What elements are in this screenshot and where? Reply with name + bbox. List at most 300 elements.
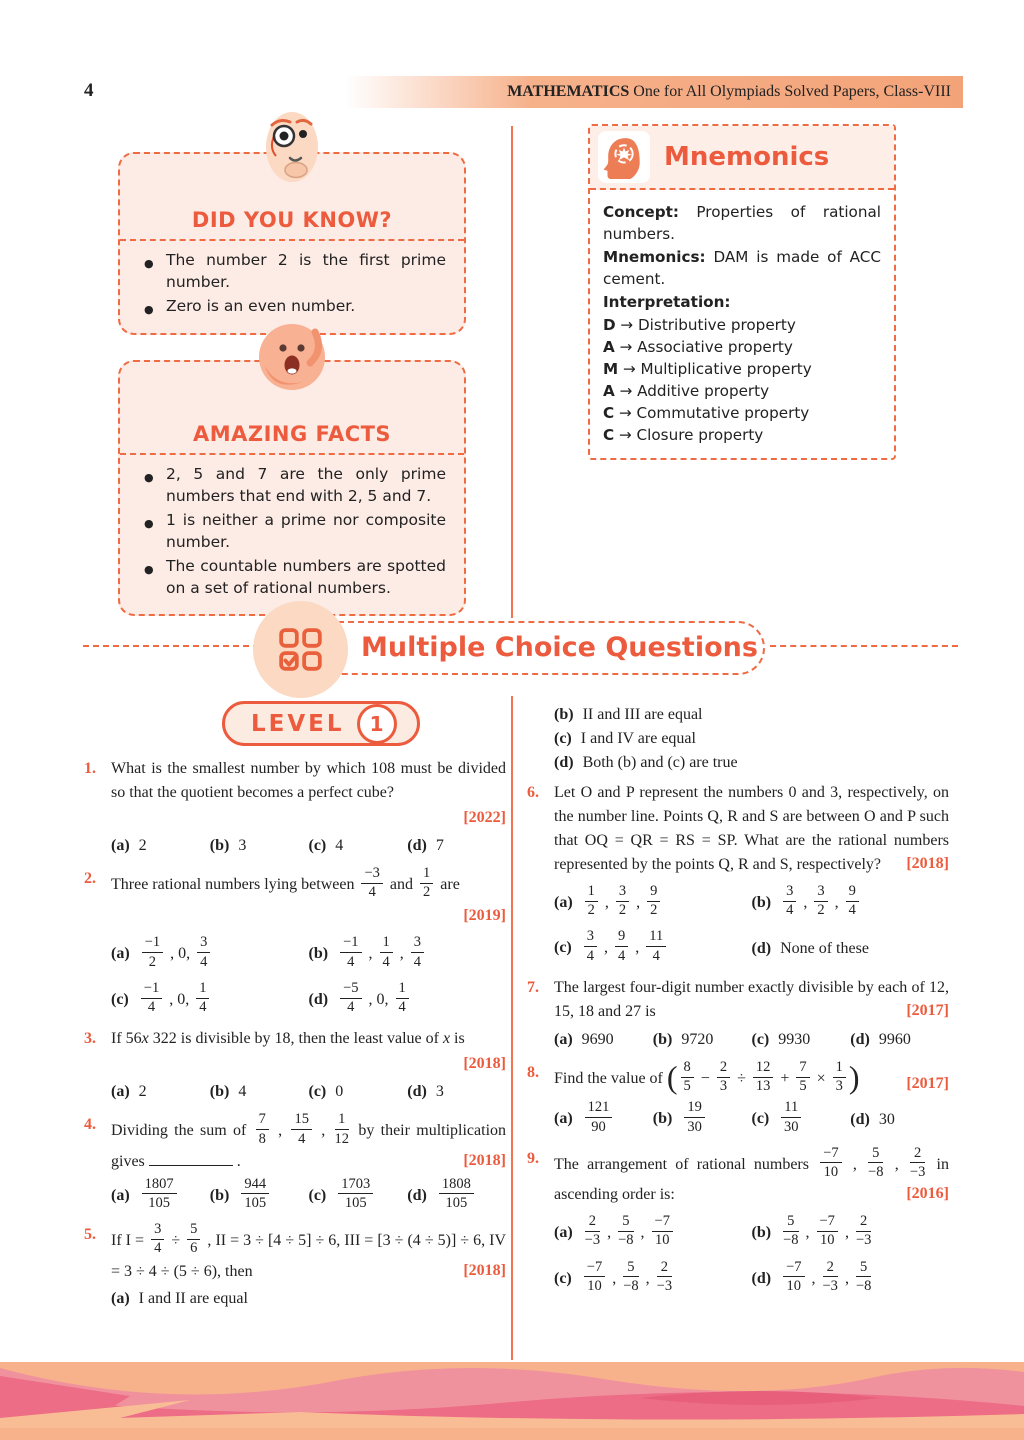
question-4-options xyxy=(111,1175,506,1214)
option-label: (b) xyxy=(554,706,574,723)
year-tag: [2022] xyxy=(463,809,506,826)
numerator: 3 xyxy=(783,884,796,902)
fact-item: ● 2, 5 and 7 are the only prime numbers that end with 2, 5 and 7. xyxy=(142,464,446,507)
denominator: 5 xyxy=(683,1078,691,1095)
fraction xyxy=(615,929,628,963)
option-content: 0 xyxy=(335,1083,344,1101)
question-8-option xyxy=(752,1101,851,1137)
question-3-option xyxy=(111,1080,210,1104)
denominator: 4 xyxy=(786,902,794,919)
denominator: 3 xyxy=(835,1078,843,1095)
question-9-option xyxy=(554,1258,752,1297)
denominator: −3 xyxy=(909,1163,926,1180)
mnemonics-item: D → Distributive property xyxy=(603,316,796,334)
mnemonic-letter: D xyxy=(603,316,616,334)
question-5-option xyxy=(111,1290,248,1307)
question-1-option xyxy=(407,834,506,858)
fraction xyxy=(196,981,209,1015)
denominator: 4 xyxy=(368,884,376,901)
option-content: I and IV are equal xyxy=(580,730,696,747)
option-label: (c) xyxy=(554,730,572,747)
denominator: 105 xyxy=(148,1194,171,1211)
question-4-option xyxy=(209,1175,309,1214)
option-row xyxy=(554,751,949,775)
option-label: (d) xyxy=(407,837,427,854)
mcq-banner xyxy=(301,621,765,675)
question-2-option xyxy=(308,979,507,1018)
numerator: −7 xyxy=(817,1214,838,1232)
option-label: (c) xyxy=(111,990,129,1008)
numerator: 3 xyxy=(616,884,629,902)
year-tag: [2018] xyxy=(463,1055,506,1073)
question-number: 8. xyxy=(527,1063,539,1081)
option-label: (a) xyxy=(111,1186,130,1204)
numerator: −7 xyxy=(820,1146,841,1164)
numerator: 1703 xyxy=(338,1177,373,1195)
year-tag: [2019] xyxy=(463,907,506,925)
question-5-options xyxy=(111,1287,506,1311)
question-1-option xyxy=(210,834,309,858)
option-label: (d) xyxy=(407,1083,427,1101)
question-body xyxy=(111,1113,506,1214)
numerator: 1808 xyxy=(439,1177,474,1195)
denominator: 8 xyxy=(258,1130,266,1147)
column-divider-top xyxy=(511,126,513,618)
option-label: (b) xyxy=(652,1030,673,1048)
numerator: 7 xyxy=(256,1112,269,1130)
fraction xyxy=(380,935,393,969)
question-1 xyxy=(84,757,506,858)
denominator: 30 xyxy=(784,1118,799,1135)
option-label: (b) xyxy=(209,1083,230,1101)
denominator: 105 xyxy=(445,1194,468,1211)
question-5-option xyxy=(554,730,696,747)
mcq-grid-check-icon xyxy=(253,601,348,698)
denominator: 4 xyxy=(586,947,595,964)
year-line xyxy=(111,904,506,928)
fraction xyxy=(151,1222,164,1256)
denominator: 10 xyxy=(655,1232,670,1249)
mnemonic-letter: C xyxy=(603,426,615,444)
fraction xyxy=(618,1214,633,1248)
question-7-options xyxy=(554,1028,949,1052)
denominator: 4 xyxy=(848,902,856,919)
fraction xyxy=(681,1060,694,1094)
question-1-options xyxy=(111,834,506,858)
option-content: 4 xyxy=(335,837,344,854)
mnemonic-letter: M xyxy=(603,360,619,378)
denominator: 105 xyxy=(244,1194,267,1211)
paren: ) xyxy=(848,1059,860,1096)
year-tag: [2017] xyxy=(906,1001,949,1019)
column-divider-bottom xyxy=(511,696,513,1360)
fraction xyxy=(142,935,163,969)
mnemonics-item: A → Associative property xyxy=(603,338,793,356)
option-label: (a) xyxy=(554,1224,573,1242)
denominator: −3 xyxy=(855,1232,872,1249)
fraction xyxy=(646,929,666,963)
banner-dash-right xyxy=(770,645,958,647)
option-label: (c) xyxy=(751,1030,770,1048)
mnemonics-label: Concept: xyxy=(603,203,679,221)
question-3-options xyxy=(111,1080,506,1104)
option-content xyxy=(335,1175,376,1211)
numerator: 8 xyxy=(681,1060,694,1078)
fraction xyxy=(340,935,361,969)
option-label: (d) xyxy=(554,754,574,771)
denominator: 105 xyxy=(344,1194,367,1211)
question-body xyxy=(554,1144,949,1297)
numerator: 944 xyxy=(241,1177,269,1195)
fraction xyxy=(868,1146,883,1180)
fraction xyxy=(623,1260,638,1294)
option-content xyxy=(778,1099,804,1135)
year-tag: [2018] xyxy=(463,1261,506,1279)
option-content: $\frac{3}{4}$ , $\frac{3}{2}$ , $\frac{9}{4}$ xyxy=(780,894,862,911)
numerator: 2 xyxy=(856,1214,871,1232)
denominator: −3 xyxy=(656,1277,673,1294)
fraction xyxy=(781,1100,801,1134)
denominator: 4 xyxy=(618,947,626,964)
question-6-option xyxy=(554,930,752,966)
year-line xyxy=(111,806,506,830)
question-text: If I = $\frac{3}{4}$ ÷ $\frac{5}{6}$ , II = 3 ÷ [4 ÷ 5] ÷ 6, III = [3 ÷ (4 ÷ 5)] ÷ 6, IV = 3 ÷ 4 ÷ (5 ÷ 6), then [2018] xyxy=(111,1223,506,1283)
denominator: 2 xyxy=(817,902,825,919)
option-content: $\frac{-1}{4}$ , $\frac{1}{4}$ , $\frac{3}{4}$ xyxy=(337,945,427,962)
header-title: One for All Olympiads Solved Papers, Class-VIII xyxy=(629,83,951,100)
question-text: Dividing the sum of $\frac{7}{8}$ , $\frac{15}{4}$ , $\frac{1}{12}$ by their multiplication gives . [2018] xyxy=(111,1113,506,1173)
question-4-option xyxy=(308,1175,408,1214)
numerator: 1 xyxy=(396,981,409,999)
denominator: −8 xyxy=(868,1163,884,1180)
fraction xyxy=(439,1177,474,1211)
fact-item: ● The countable numbers are spotted on a set of rational numbers. xyxy=(142,556,446,599)
question-text: Find the value of ( $\frac{8}{5}$ − $\frac{2}{3}$ ÷ $\frac{12}{13}$ + $\frac{7}{5}$ × $\frac{1}{3}$ ) [2017] xyxy=(554,1058,949,1096)
question-number: 4. xyxy=(84,1116,96,1134)
numerator: −7 xyxy=(783,1260,804,1278)
fraction xyxy=(657,1260,672,1294)
level-label: LEVEL xyxy=(251,710,345,737)
fraction xyxy=(241,1177,269,1211)
year-tag: [2016] xyxy=(906,1185,949,1203)
fraction xyxy=(142,1177,177,1211)
denominator: 10 xyxy=(587,1277,602,1294)
page-number: 4 xyxy=(84,80,94,101)
option-label: (d) xyxy=(850,1110,870,1128)
option-content: 7 xyxy=(435,837,444,854)
fraction xyxy=(584,1260,605,1294)
numerator: 5 xyxy=(623,1260,638,1278)
surprised-face-icon xyxy=(255,320,329,399)
numerator: 1807 xyxy=(142,1177,177,1195)
denominator: 4 xyxy=(199,999,207,1016)
numerator: 9 xyxy=(647,884,660,902)
option-label: (a) xyxy=(111,837,130,854)
option-label: (d) xyxy=(850,1030,870,1048)
question-2-option xyxy=(309,936,507,972)
mnemonics-line: Mnemonics: DAM is made of ACC cement. xyxy=(603,248,881,288)
fraction xyxy=(796,1060,809,1094)
option-label: (b) xyxy=(209,1186,230,1204)
option-label: (c) xyxy=(751,1110,770,1128)
option-label: (b) xyxy=(308,945,329,963)
question-7-option xyxy=(850,1028,949,1052)
year-tag: [2018] xyxy=(463,1151,506,1169)
fraction xyxy=(783,1214,798,1248)
numerator: 5 xyxy=(783,1214,798,1232)
question-text: The largest four-digit number exactly divisible by each of 12, 15, 18 and 27 is [2017] xyxy=(554,976,949,1024)
numerator: 2 xyxy=(823,1260,838,1278)
option-content: None of these xyxy=(780,939,869,957)
fraction xyxy=(141,981,162,1015)
question-6-option xyxy=(752,937,950,961)
denominator: 10 xyxy=(786,1277,802,1294)
question-6-option xyxy=(554,885,752,921)
question-5 xyxy=(84,1223,506,1310)
option-content: $\frac{1}{2}$ , $\frac{3}{2}$ , $\frac{9}{2}$ xyxy=(582,894,664,911)
mnemonics-box xyxy=(588,124,896,460)
fraction xyxy=(823,1260,838,1294)
option-label: (a) xyxy=(111,1289,130,1307)
option-label: (d) xyxy=(308,990,329,1008)
numerator: 2 xyxy=(657,1260,672,1278)
did-you-know-box xyxy=(118,152,466,335)
question-text: If 56x 322 is divisible by 18, then the least value of x is xyxy=(111,1030,465,1048)
question-7 xyxy=(527,976,949,1052)
amazing-facts-title: AMAZING FACTS xyxy=(192,422,392,446)
denominator: −8 xyxy=(783,1232,799,1249)
numerator: −3 xyxy=(361,866,382,884)
numerator: −1 xyxy=(141,981,162,999)
mnemonics-label: Interpretation: xyxy=(603,293,731,311)
option-content: $\frac{-7}{10}$ , $\frac{2}{-3}$ , $\frac{5}{-8}$ xyxy=(780,1270,874,1287)
footer-wave-decoration xyxy=(0,1362,1024,1440)
level-1-badge xyxy=(222,701,420,746)
question-1-option xyxy=(111,834,210,858)
denominator: 3 xyxy=(719,1078,728,1095)
question-number: 6. xyxy=(527,784,539,801)
option-label: (d) xyxy=(751,1269,772,1287)
option-label: (c) xyxy=(308,1186,327,1204)
question-4 xyxy=(84,1113,506,1214)
option-label: (c) xyxy=(554,1269,572,1287)
question-text: Three rational numbers lying between $\frac{-3}{4}$ and $\frac{1}{2}$ are xyxy=(111,865,460,901)
question-4-option xyxy=(111,1175,210,1214)
fraction xyxy=(717,1060,730,1094)
denominator: 2 xyxy=(618,902,627,919)
question-3-option xyxy=(210,1080,309,1104)
numerator: −5 xyxy=(340,981,361,999)
numerator: 2 xyxy=(585,1214,600,1232)
fact-item: ● Zero is an even number. xyxy=(142,296,446,318)
numerator: −1 xyxy=(142,935,163,953)
denominator: 5 xyxy=(799,1078,807,1095)
option-content xyxy=(436,1175,477,1211)
fraction xyxy=(256,1112,269,1146)
question-6-option xyxy=(752,885,950,921)
fraction xyxy=(420,866,433,900)
fraction xyxy=(585,884,598,918)
numerator: 15 xyxy=(291,1112,312,1130)
fraction xyxy=(833,1060,846,1094)
option-content: $\frac{-1}{2}$ , 0, $\frac{3}{4}$ xyxy=(139,945,214,962)
question-body xyxy=(111,757,506,858)
denominator: 13 xyxy=(755,1078,771,1095)
numerator: 1 xyxy=(585,884,598,902)
fraction xyxy=(616,884,629,918)
numerator: 3 xyxy=(197,935,210,953)
fraction xyxy=(652,1214,673,1248)
denominator: 30 xyxy=(687,1118,702,1135)
numerator: 11 xyxy=(781,1100,801,1118)
amazing-facts-box xyxy=(118,360,466,616)
option-content: 2 xyxy=(138,837,147,854)
option-label: (b) xyxy=(751,1224,772,1242)
question-9-option xyxy=(554,1215,752,1251)
numerator: 1 xyxy=(380,935,393,953)
question-9-option xyxy=(752,1215,950,1251)
question-number: 1. xyxy=(84,760,96,777)
numerator: 3 xyxy=(584,929,597,947)
mnemonics-content xyxy=(590,190,894,458)
mnemonics-line: Concept: Properties of rational numbers. xyxy=(603,203,881,243)
mnemonics-item: C → Closure property xyxy=(603,426,764,444)
denominator: 4 xyxy=(652,947,660,964)
paren: ( xyxy=(666,1059,678,1096)
denominator: 4 xyxy=(347,953,355,970)
numerator: 9 xyxy=(846,884,859,902)
fraction xyxy=(684,1100,705,1134)
fraction xyxy=(856,1260,871,1294)
option-content: II and III are equal xyxy=(582,706,703,723)
option-content: $\frac{2}{-3}$ , $\frac{5}{-8}$ , $\frac{-7}{10}$ xyxy=(582,1224,676,1241)
question-3 xyxy=(84,1027,506,1104)
fraction xyxy=(783,1260,804,1294)
option-label: (d) xyxy=(751,939,772,957)
denominator: 4 xyxy=(413,953,421,970)
banner-dash-left xyxy=(83,645,259,647)
question-7-option xyxy=(752,1028,851,1052)
question-2 xyxy=(84,867,506,1018)
fraction xyxy=(197,935,210,969)
fraction xyxy=(753,1060,774,1094)
numerator: 7 xyxy=(796,1060,809,1078)
question-4-option xyxy=(407,1175,506,1214)
option-content xyxy=(681,1099,708,1135)
numerator: 1 xyxy=(335,1112,350,1130)
fraction xyxy=(338,1177,373,1211)
question-body xyxy=(554,781,949,967)
question-text: Let O and P represent the numbers 0 and 3, respectively, on the number line. Points Q, R and S are between O and P such that OQ = QR = RS = SP. What are the rational numbers represented by the points Q, R and S, respectively? [2018] xyxy=(554,781,949,877)
option-content: $\frac{-7}{10}$ , $\frac{5}{-8}$ , $\frac{2}{-3}$ xyxy=(581,1270,675,1287)
head-gear-icon xyxy=(598,131,650,183)
thinking-face-icon xyxy=(260,106,324,193)
option-content: 9690 xyxy=(581,1030,614,1048)
question-number: 2. xyxy=(84,870,96,887)
fraction xyxy=(361,866,382,900)
fact-item: ● 1 is neither a prime nor composite number. xyxy=(142,510,446,553)
denominator: 6 xyxy=(190,1240,198,1257)
question-body xyxy=(111,1027,506,1104)
question-8-option xyxy=(554,1101,653,1137)
mcq-banner-title: Multiple Choice Questions xyxy=(361,632,758,663)
mnemonics-item: M → Multiplicative property xyxy=(603,360,812,378)
numerator: 19 xyxy=(684,1100,705,1118)
option-content xyxy=(582,1099,616,1135)
amazing-facts-list xyxy=(136,464,448,599)
did-you-know-title: DID YOU KNOW? xyxy=(191,208,393,232)
fraction xyxy=(291,1112,312,1146)
denominator: 4 xyxy=(347,999,355,1016)
denominator: 2 xyxy=(587,902,595,919)
denominator: 4 xyxy=(200,953,208,970)
question-8-option xyxy=(850,1108,949,1132)
questions-left-column xyxy=(84,757,506,1320)
numerator: 121 xyxy=(585,1100,613,1118)
divider xyxy=(120,239,464,241)
question-number: 5. xyxy=(84,1226,96,1244)
option-label: (c) xyxy=(554,939,572,957)
numerator: −1 xyxy=(340,935,361,953)
fraction xyxy=(856,1214,871,1248)
year-tag: [2017] xyxy=(906,1075,949,1093)
numerator: 11 xyxy=(646,929,666,947)
option-row xyxy=(111,1287,506,1311)
question-1-option xyxy=(309,834,408,858)
denominator: 10 xyxy=(819,1232,835,1249)
denominator: 4 xyxy=(382,953,390,970)
option-label: (b) xyxy=(209,837,230,854)
question-6 xyxy=(527,781,949,967)
numerator: 5 xyxy=(618,1214,633,1232)
mnemonics-line xyxy=(603,291,881,313)
numerator: 2 xyxy=(717,1060,730,1078)
fact-item: ● The number 2 is the first prime number. xyxy=(142,250,446,293)
fraction xyxy=(910,1146,925,1180)
question-6-options xyxy=(554,885,949,967)
numerator: 1 xyxy=(420,866,433,884)
question-7-option xyxy=(653,1028,752,1052)
mnemonics-label: Mnemonics: xyxy=(603,248,706,266)
mnemonic-letter: A xyxy=(603,382,615,400)
denominator: 12 xyxy=(334,1130,350,1147)
mnemonics-title: Mnemonics xyxy=(664,142,830,172)
option-content: $\frac{-1}{4}$ , 0, $\frac{1}{4}$ xyxy=(138,991,213,1008)
question-number: 9. xyxy=(527,1149,539,1167)
year-tag: [2018] xyxy=(906,855,949,872)
question-body xyxy=(111,867,506,1018)
question-2-option xyxy=(111,936,309,972)
denominator: 4 xyxy=(398,999,406,1016)
fraction xyxy=(817,1214,838,1248)
denominator: −3 xyxy=(822,1277,838,1294)
numerator: 5 xyxy=(868,1146,883,1164)
question-2-options xyxy=(111,936,506,1018)
mnemonic-letter: A xyxy=(603,338,615,356)
question-5-option xyxy=(554,706,702,723)
numerator: −7 xyxy=(652,1214,673,1232)
question-9-options xyxy=(554,1215,949,1297)
option-label: (c) xyxy=(308,837,327,854)
option-label: (a) xyxy=(554,1110,573,1128)
fraction xyxy=(396,981,409,1015)
fraction xyxy=(411,935,424,969)
numerator: 2 xyxy=(910,1146,925,1164)
denominator: 2 xyxy=(423,884,431,901)
denominator: −8 xyxy=(618,1232,634,1249)
option-content: Both (b) and (c) are true xyxy=(582,754,738,771)
question-9 xyxy=(527,1144,949,1297)
